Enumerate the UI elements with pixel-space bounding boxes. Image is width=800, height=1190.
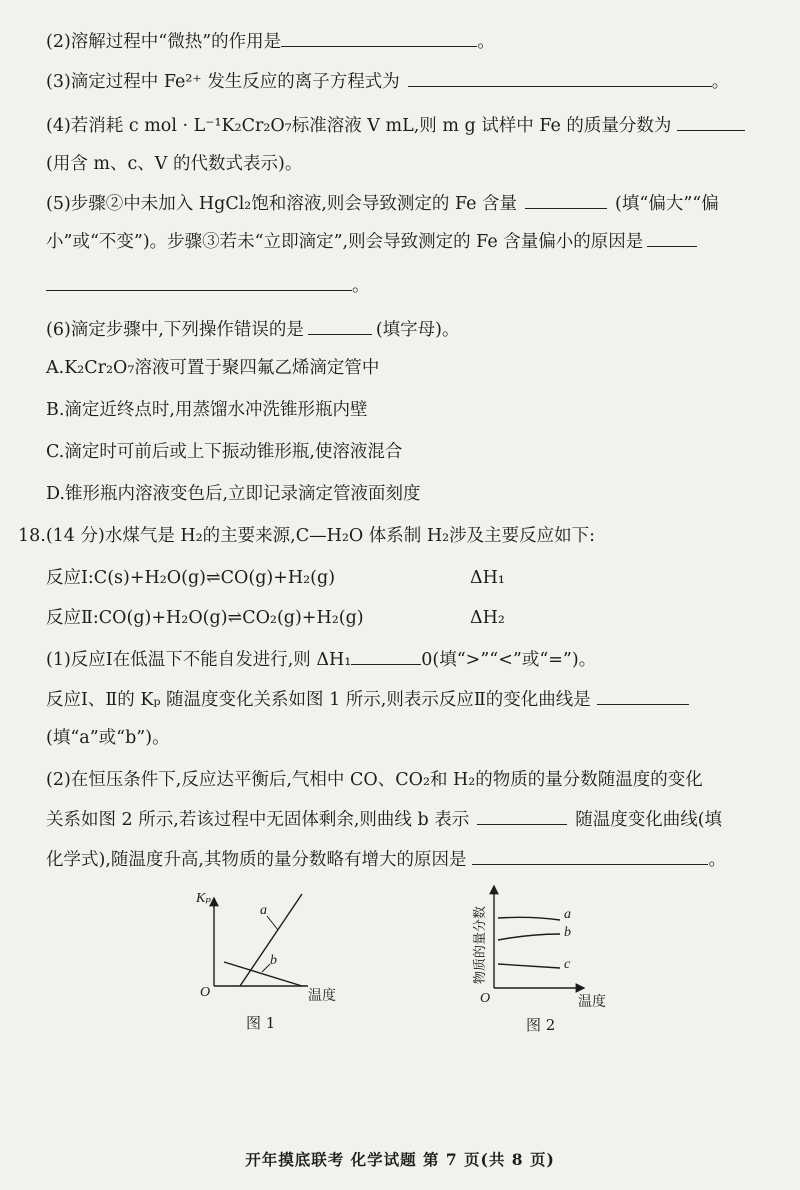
q18-part2-line1: (2)在恒压条件下,反应达平衡后,气相中 CO、CO₂和 H₂的物质的量分数随温度的变化	[46, 770, 703, 790]
figure-2-caption: 图 2	[526, 1016, 556, 1034]
answer-blank	[308, 316, 372, 335]
answer-blank	[597, 686, 689, 705]
leader-b	[262, 964, 270, 972]
q18-part2-line3: 化学式),随温度升高,其物质的量分数略有增大的原因是 。	[46, 846, 800, 872]
origin-label: O	[200, 985, 211, 1000]
option-d: D.锥形瓶内溶液变色后,立即记录滴定管液面刻度	[46, 484, 421, 504]
answer-blank	[351, 646, 421, 665]
page-footer: 开年摸底联考 化学试题 第 7 页(共 8 页)	[245, 1150, 555, 1169]
figure-1	[190, 884, 350, 1004]
leader-a	[267, 916, 278, 930]
origin-label: O	[480, 991, 491, 1006]
x-axis-label: 温度	[578, 995, 606, 1010]
q17-part4-text: (4)若消耗 c mol · L⁻¹K₂Cr₂O₇标准溶液 V mL,则 m g 试样中 Fe 的质量分数为	[46, 116, 672, 136]
delta-h2: ΔH₂	[470, 608, 505, 628]
q18-part1: (1)反应Ⅰ在低温下不能自发进行,则 ΔH₁ 0(填“>”“<”或“=”)。	[46, 646, 800, 672]
q17-part3-text: (3)滴定过程中 Fe²⁺ 发生反应的离子方程式为	[46, 72, 400, 92]
q17-part3: (3)滴定过程中 Fe²⁺ 发生反应的离子方程式为 。	[46, 68, 800, 94]
answer-blank	[525, 190, 607, 209]
answer-blank	[472, 846, 708, 865]
figure-1-caption: 图 1	[246, 1014, 276, 1032]
q17-part4-line2: (用含 m、c、V 的代数式表示)。	[46, 154, 303, 174]
option-b: B.滴定近终点时,用蒸馏水冲洗锥形瓶内壁	[46, 400, 368, 420]
y-axis-label: Kₚ	[196, 891, 211, 906]
answer-blank	[477, 806, 567, 825]
curve-a-label: a	[260, 903, 267, 918]
answer-blank	[46, 272, 352, 291]
q18-part1b-line2: (填“a”或“b”)。	[46, 728, 170, 748]
q17-part6: (6)滴定步骤中,下列操作错误的是 (填字母)。	[46, 316, 800, 342]
reaction-2: 反应Ⅱ:CO(g)+H₂O(g)⇌CO₂(g)+H₂(g)	[46, 608, 364, 628]
delta-h1: ΔH₁	[470, 568, 505, 588]
answer-blank	[408, 68, 712, 87]
curve-a	[240, 894, 302, 986]
curve-a	[498, 917, 560, 920]
answer-blank	[281, 28, 477, 47]
curve-c	[498, 964, 560, 968]
x-axis-label: 温度	[308, 989, 336, 1004]
curve-b-label: b	[270, 953, 277, 968]
curve-b	[498, 934, 560, 940]
curve-a-label: a	[564, 907, 571, 922]
q17-part5-line1: (5)步骤②中未加入 HgCl₂饱和溶液,则会导致测定的 Fe 含量 (填“偏大”“偏	[46, 190, 800, 216]
figure-2	[460, 880, 625, 1010]
q18-stem: 18.(14 分)水煤气是 H₂的主要来源,C—H₂O 体系制 H₂涉及主要反应如下:	[18, 526, 596, 546]
curve-b-label: b	[564, 925, 571, 940]
option-a: A.K₂Cr₂O₇溶液可置于聚四氟乙烯滴定管中	[46, 358, 380, 378]
q17-part5-line2: 小”或“不变”)。步骤③若未“立即滴定”,则会导致测定的 Fe 含量偏小的原因是	[46, 228, 800, 254]
curve-b	[224, 962, 302, 986]
q18-part2-line2: 关系如图 2 所示,若该过程中无固体剩余,则曲线 b 表示 随温度变化曲线(填	[46, 806, 800, 832]
curve-c-label: c	[564, 957, 571, 972]
q17-part4-line1	[46, 112, 800, 138]
q17-part2-text: (2)溶解过程中“微热”的作用是	[46, 32, 282, 52]
reaction-1: 反应Ⅰ:C(s)+H₂O(g)⇌CO(g)+H₂(g)	[46, 568, 336, 588]
q17-part5-line3: 。	[46, 272, 800, 298]
answer-blank	[677, 112, 745, 131]
answer-blank	[647, 228, 697, 247]
q18-part1b-line1: 反应Ⅰ、Ⅱ的 Kₚ 随温度变化关系如图 1 所示,则表示反应Ⅱ的变化曲线是	[46, 686, 800, 712]
option-c: C.滴定时可前后或上下振动锥形瓶,使溶液混合	[46, 442, 403, 462]
q17-part2: (2)溶解过程中“微热”的作用是 。	[46, 28, 800, 54]
y-axis-label: 物质的量分数	[472, 905, 487, 984]
